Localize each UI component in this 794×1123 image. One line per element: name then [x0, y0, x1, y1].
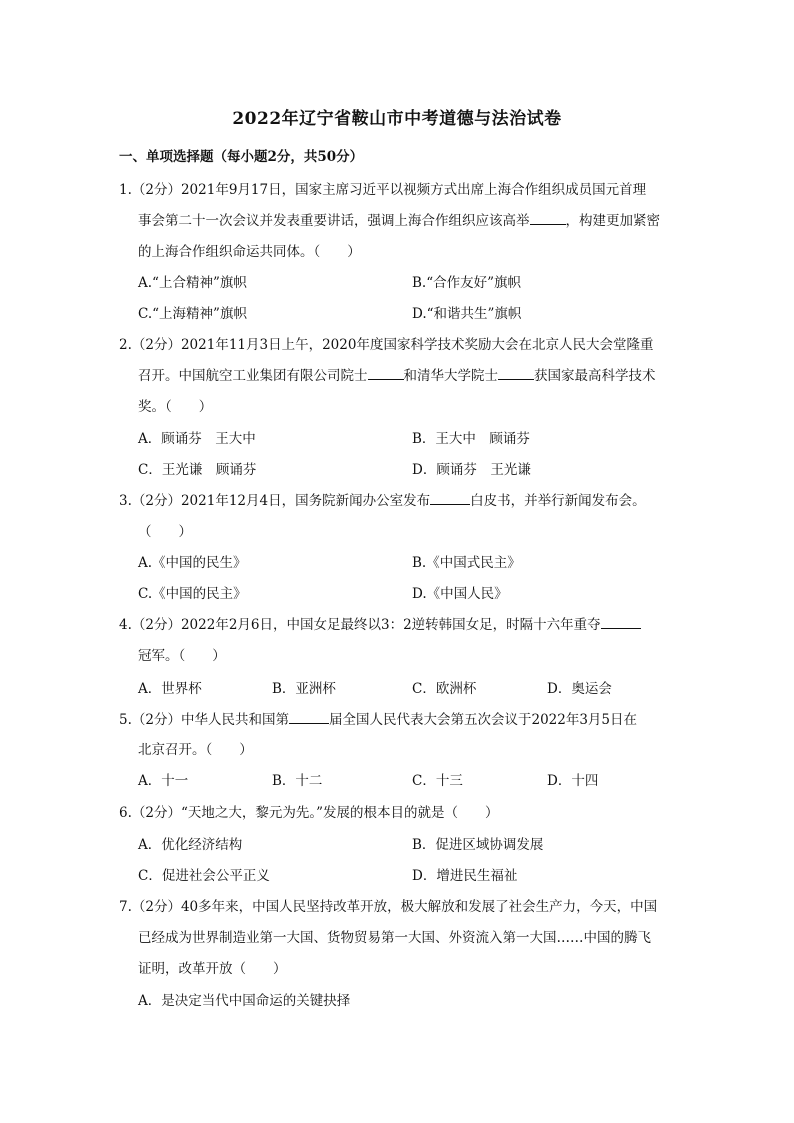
q5-stem-line-1: 5.（2分）中华人民共和国第 届全国人民代表大会第五次会议于2022年3月5日在 [119, 712, 638, 728]
q2-option-b: B．王大中 顾诵芬 [412, 431, 530, 447]
q6-option-b: B．促进区域协调发展 [412, 837, 544, 853]
q1-option-c: C.“上海精神”旗帜 [138, 306, 247, 322]
q5-option-d: D．十四 [547, 773, 599, 789]
q2-option-c: C．王光谦 顾诵芬 [138, 462, 257, 478]
q1-option-b: B.“合作友好”旗帜 [412, 275, 522, 291]
q7-stem-line-3: 证明，改革开放（ ） [138, 961, 287, 977]
q3-option-d: D.《中国人民》 [412, 586, 508, 602]
q6-stem-line-1: 6.（2分）“天地之大，黎元为先。”发展的根本目的就是（ ） [119, 805, 499, 821]
q5-stem-line-2: 北京召开。（ ） [138, 742, 253, 758]
q2-option-d: D．顾诵芬 王光谦 [412, 462, 531, 478]
q6-option-d: D．增进民生福祉 [412, 868, 518, 884]
answer-blank [601, 616, 641, 629]
q3-stem-line-2: （ ） [138, 524, 192, 540]
q3-stem-line-1: 3.（2分）2021年12月4日，国务院新闻办公室发布 白皮书，并举行新闻发布会。 [119, 493, 646, 509]
q4-option-d: D．奥运会 [547, 681, 612, 697]
section-heading: 一、单项选择题（每小题2分，共50分） [119, 149, 364, 165]
page-title: 2022年辽宁省鞍山市中考道德与法治试卷 [232, 109, 562, 129]
q5-option-c: C．十三 [412, 773, 463, 789]
q5-option-a: A．十一 [138, 773, 189, 789]
q1-option-a: A.“上合精神”旗帜 [138, 275, 247, 291]
q5-option-b: B．十二 [272, 773, 323, 789]
q4-option-a: A．世界杯 [138, 681, 202, 697]
answer-blank [498, 367, 534, 380]
q1-stem-line-3: 的上海合作组织命运共同体。（ ） [138, 244, 361, 260]
q6-option-a: A．优化经济结构 [138, 837, 243, 853]
q7-option-a: A．是决定当代中国命运的关键抉择 [138, 993, 351, 1009]
q2-stem-line-2: 召开。中国航空工业集团有限公司院士 和清华大学院士 获国家最高科学技术 [138, 368, 656, 384]
q3-option-a: A.《中国的民生》 [138, 555, 247, 571]
q6-option-c: C．促进社会公平正义 [138, 868, 270, 884]
q2-stem-line-1: 2.（2分）2021年11月3日上午，2020年度国家科学技术奖励大会在北京人民大会堂隆重 [119, 337, 654, 353]
q7-stem-line-1: 7.（2分）40多年来，中国人民坚持改革开放，极大解放和发展了社会生产力，今天，中国 [119, 899, 658, 915]
q2-option-a: A．顾诵芬 王大中 [138, 431, 256, 447]
q4-stem-line-1: 4.（2分）2022年2月6日，中国女足最终以3：2逆转韩国女足，时隔十六年重夺 [119, 613, 641, 633]
answer-blank [368, 367, 404, 380]
answer-blank [430, 492, 470, 505]
q1-stem-line-2: 事会第二十一次会议并发表重要讲话，强调上海合作组织应该高举 ，构建更加紧密 [138, 213, 660, 229]
answer-blank [289, 711, 329, 724]
q4-option-b: B．亚洲杯 [272, 681, 336, 697]
q1-stem-line-1: 1.（2分）2021年9月17日，国家主席习近平以视频方式出席上海合作组织成员国元首理 [119, 182, 647, 198]
q4-stem-line-2: 冠军。（ ） [138, 648, 226, 664]
answer-blank [530, 212, 566, 225]
q3-option-b: B.《中国式民主》 [412, 555, 521, 571]
q7-stem-line-2: 已经成为世界制造业第一大国、货物贸易第一大国、外资流入第一大国……中国的腾飞 [138, 930, 651, 946]
q2-stem-line-3: 奖。（ ） [138, 399, 213, 415]
q1-option-d: D.“和谐共生”旗帜 [412, 306, 522, 322]
q3-option-c: C.《中国的民主》 [138, 586, 247, 602]
q4-option-c: C．欧洲杯 [412, 681, 477, 697]
